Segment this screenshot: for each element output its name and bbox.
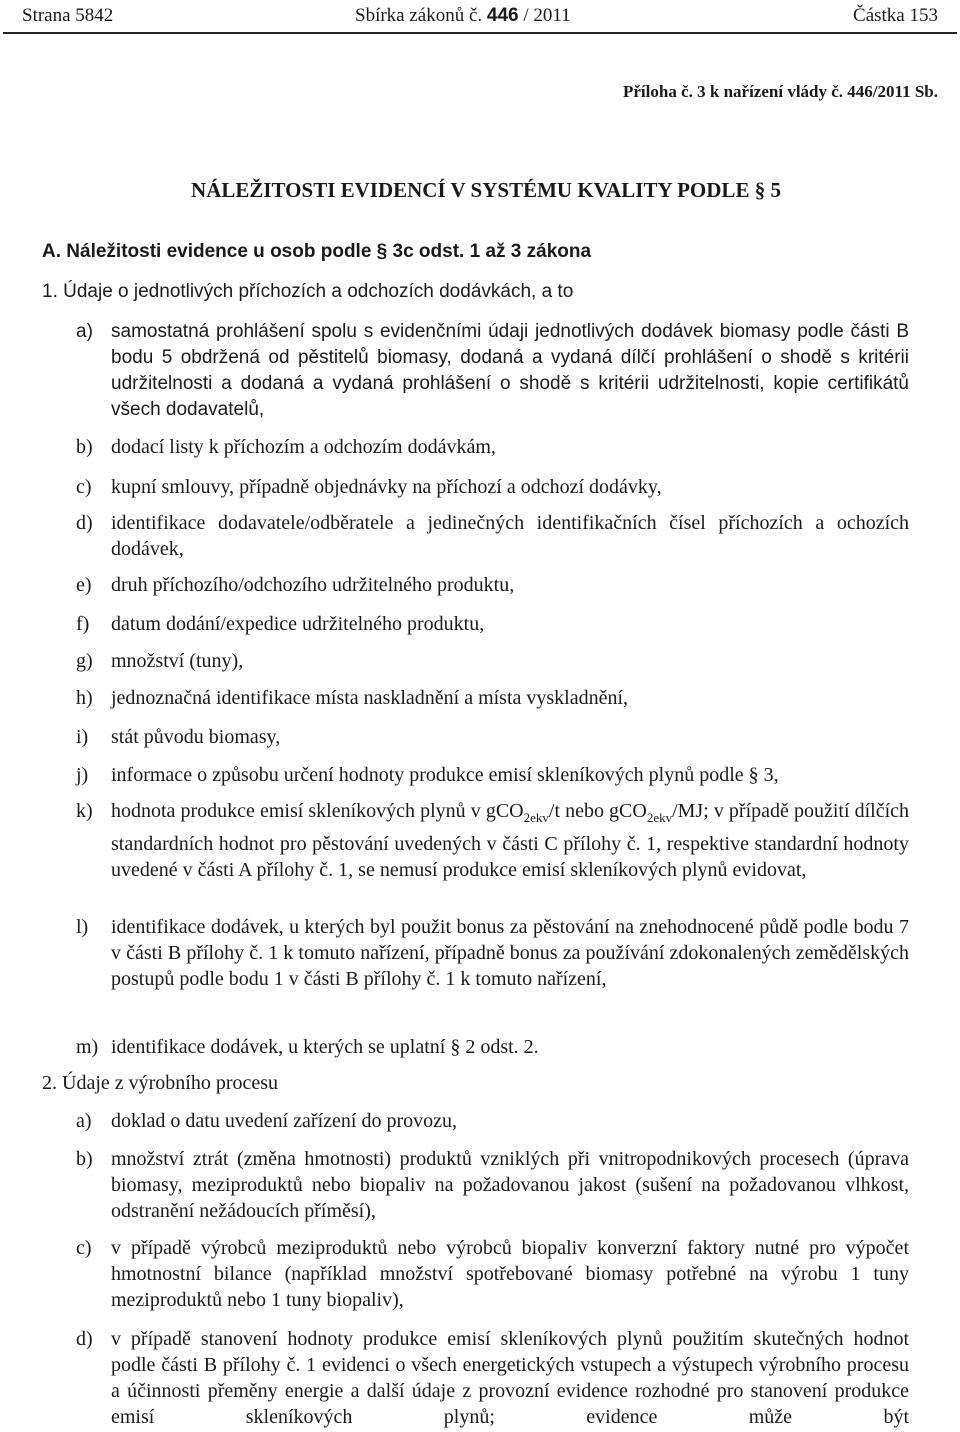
section-a-heading: A. Náležitosti evidence u osob podle § 3c odst. 1 až 3 zákona xyxy=(42,241,592,262)
item-letter: d) xyxy=(76,512,93,534)
item-text: identifikace dodavatele/odběratele a jedinečných identifikačních čísel příchozích a ochozích dodávek, xyxy=(111,512,909,560)
list-item xyxy=(76,572,909,598)
item-text: identifikace dodávek, u kterých se uplatní § 2 odst. 2. xyxy=(111,1036,539,1058)
collection-label: Sbírka zákonů č. 446 / 2011 xyxy=(355,5,571,26)
item-text: v případě výrobců meziproduktů nebo výrobců biopaliv konverzní faktory nutné pro výpočet hmotnostní bilance (například množství spotřebované biomasy potřebné na výrobu 1 tuny meziproduktů nebo 1 tuny biopaliv), xyxy=(111,1237,909,1311)
item-letter: f) xyxy=(76,613,90,635)
item-letter: b) xyxy=(76,436,93,458)
list-item xyxy=(76,914,909,992)
item-letter: a) xyxy=(76,321,93,342)
list-item xyxy=(76,724,909,750)
list-item xyxy=(76,648,909,674)
annex-reference: Příloha č. 3 k nařízení vlády č. 446/2011 Sb. xyxy=(623,82,938,101)
item-letter: g) xyxy=(76,650,93,672)
document-title: NÁLEŽITOSTI EVIDENCÍ V SYSTÉMU KVALITY PODLE § 5 xyxy=(191,178,781,202)
list-item xyxy=(76,474,909,500)
item-letter: l) xyxy=(76,916,89,938)
list-item xyxy=(76,798,909,883)
item-letter: j) xyxy=(76,764,89,786)
part-number: Částka 153 xyxy=(853,5,938,26)
section-2-heading: 2. Údaje z výrobního procesu xyxy=(42,1072,279,1094)
list-item xyxy=(76,685,909,711)
item-letter: k) xyxy=(76,800,93,822)
item-letter: a) xyxy=(76,1110,92,1132)
section-1-heading: 1. Údaje o jednotlivých příchozích a odchozích dodávkách, a to xyxy=(42,281,574,302)
list-item xyxy=(76,510,909,562)
item-letter: i) xyxy=(76,726,89,748)
item-text: samostatná prohlášení spolu s evidenčními údaji jednotlivých dodávek biomasy podle části B bodu 5 obdržená od pěstitelů biomasy, dodaná a vydaná dílčí prohlášení o shodě s kritérii udržitelnosti a dodaná a vydaná prohlášení o shodě s kritérii udržitelnosti, kopie certifikátů všech dodavatelů, xyxy=(111,321,909,420)
item-text: stát původu biomasy, xyxy=(111,726,281,748)
list-item xyxy=(76,1108,909,1134)
list-item xyxy=(76,611,909,637)
item-letter: c) xyxy=(76,1237,92,1259)
item-letter: h) xyxy=(76,687,93,709)
item-text: identifikace dodávek, u kterých byl použit bonus za pěstování na znehodnocené půdě podle bodu 7 v části B přílohy č. 1 k tomuto nařízení, případně bonus za používání zdokonalených zemědělských postupů podle bodu 1 v části B přílohy č. 1 k tomuto nařízení, xyxy=(111,916,909,990)
item-text: datum dodání/expedice udržitelného produktu, xyxy=(111,613,485,635)
list-item xyxy=(76,1034,909,1060)
list-item xyxy=(76,1146,909,1224)
collection-year: / 2011 xyxy=(518,5,571,26)
collection-number: 446 xyxy=(486,5,519,26)
item-letter: d) xyxy=(76,1328,93,1350)
list-item xyxy=(76,762,909,788)
list-item xyxy=(76,1235,909,1313)
item-text: kupní smlouvy, případně objednávky na příchozí a odchozí dodávky, xyxy=(111,476,662,498)
item-text: množství ztrát (změna hmotnosti) produktů vzniklých při vnitropodnikových procesech (úprava biomasy, meziproduktů nebo biopaliv na požadovanou jakost (sušení na požadovanou vlhkost, odstranění nežádoucích příměsí), xyxy=(111,1148,909,1222)
item-letter: m) xyxy=(76,1036,99,1058)
item-text: informace o způsobu určení hodnoty produkce emisí skleníkových plynů podle § 3, xyxy=(111,764,779,786)
item-letter: c) xyxy=(76,476,92,498)
item-letter: b) xyxy=(76,1148,93,1170)
item-text: hodnota produkce emisí skleníkových plynů v gCO$_{2ekv}$/t nebo gCO$_{2ekv}$/MJ; v případě použití dílčích standardních hodnot pro pěstování uvedených v části C přílohy č. 1, respektive standardní hodnoty uvedené v části A přílohy č. 1, se nemusí produkce emisí skleníkových plynů evidovat, xyxy=(111,800,910,881)
item-text: dodací listy k příchozím a odchozím dodávkám, xyxy=(111,436,496,458)
header-rule xyxy=(3,32,957,34)
item-text: druh příchozího/odchozího udržitelného produktu, xyxy=(111,574,515,596)
item-letter: e) xyxy=(76,574,92,596)
list-item xyxy=(76,1326,909,1430)
item-text: v případě stanovení hodnoty produkce emisí skleníkových plynů použitím skutečných hodnot podle části B přílohy č. 1 evidenci o všech energetických vstupech a výstupech výrobního procesu a účinnosti přeměny energie a další údaje z provozní evidence rozhodné pro stanovení produkce emisí skleníkových plynů; evidence může být xyxy=(111,1328,909,1428)
item-text: jednoznačná identifikace místa naskladnění a místa vyskladnění, xyxy=(111,687,629,709)
item-text: doklad o datu uvedení zařízení do provozu, xyxy=(111,1110,457,1132)
page-number: Strana 5842 xyxy=(22,5,114,26)
page-header xyxy=(22,4,938,28)
list-item xyxy=(76,434,909,460)
item-text: množství (tuny), xyxy=(111,650,244,672)
list-item xyxy=(76,319,909,423)
